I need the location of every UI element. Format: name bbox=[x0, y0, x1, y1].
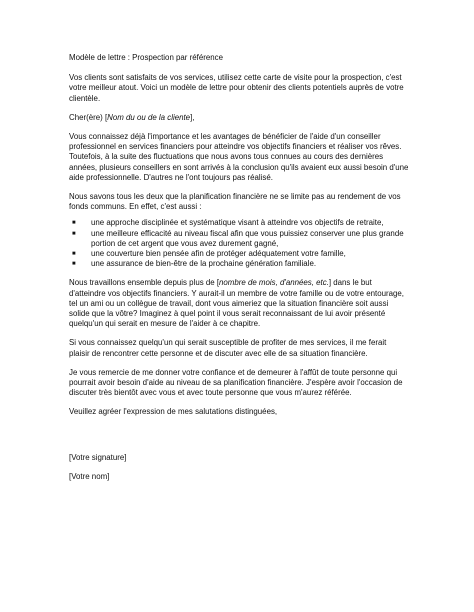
bullet-square-icon: ■ bbox=[72, 251, 76, 258]
bullet-square-icon: ■ bbox=[72, 230, 76, 237]
paragraph-referral-prefix: Nous travaillons ensemble depuis plus de [ bbox=[69, 278, 220, 288]
salutation-placeholder: Nom du ou de la cliente bbox=[107, 112, 191, 122]
list-item-text: une meilleure efficacité au niveau fiscal afin que vous puissiez conserver une plus grande portion de cet argent que vous avez durement gagné, bbox=[91, 228, 404, 248]
salutation bbox=[69, 113, 409, 123]
list-item bbox=[69, 229, 409, 249]
bullet-square-icon: ■ bbox=[72, 261, 76, 268]
paragraph-importance: Vous connaissez déjà l'importance et les avantages de bénéficier de l'aide d'un conseiller professionnel en services financiers pour atteindre vos objectifs financiers et réaliser vos rêves. Toutefois, à la suite des fluctuations que nous avons tous connues au cours des dernières années, plusieurs conseillers en sont arrivés à la conclusion qu'ils avaient eux aussi besoin d'une aide professionnelle. D'autres ne l'ont toujours pas réalisé. bbox=[69, 132, 409, 182]
paragraph-referral-suffix: ] dans le but d'atteindre vos objectifs financiers. Y aurait-il un membre de votre famille ou de votre entourage, tel un ami ou un collègue de travail, dont vous aimeriez que la situation financière soit aussi solide que la vôtre? Imaginez à quel point il vous serait reconnaissant de lui avoir présenté quelqu'un qui serait en mesure de l'aider à ce chapitre. bbox=[69, 278, 404, 329]
intro-paragraph: Vos clients sont satisfaits de vos services, utilisez cette carte de visite pour la prospection, c'est votre meilleur atout. Voici un modèle de lettre pour obtenir des clients potentiels auprès de votre clientèle. bbox=[69, 73, 404, 103]
paragraph-planning: Nous savons tous les deux que la planification financière ne se limite pas au rendement de vos fonds communs. En effet, c'est aussi : bbox=[69, 192, 401, 212]
benefits-list bbox=[69, 218, 409, 269]
paragraph-thanks: Je vous remercie de me donner votre confiance et de demeurer à l'affût de toute personne qui pourrait avoir besoin d'aide au niveau de sa planification financière. J'espère avoir l'occasion de discuter très bientôt avec vous et avec toute personne que vous m'aurez référée. bbox=[69, 367, 403, 398]
name-placeholder: [Votre nom] bbox=[69, 471, 110, 481]
list-item-text: une couverture bien pensée afin de protéger adéquatement votre famille, bbox=[91, 249, 346, 259]
letter-title: Modèle de lettre : Prospection par référence bbox=[69, 53, 223, 62]
closing-line: Veuillez agréer l'expression de mes salutations distinguées, bbox=[69, 407, 278, 417]
salutation-suffix: ], bbox=[190, 112, 195, 122]
paragraph-offer: Si vous connaissez quelqu'un qui serait susceptible de profiter de mes services, il me ferait plaisir de rencontrer cette personne et de discuter avec elle de sa situation financière. bbox=[69, 338, 387, 358]
list-item bbox=[69, 259, 409, 269]
list-item-text: une assurance de bien-être de la prochaine génération familiale. bbox=[91, 259, 317, 269]
paragraph-referral bbox=[69, 278, 409, 329]
list-item-text: une approche disciplinée et systématique visant à atteindre vos objectifs de retraite, bbox=[91, 218, 384, 228]
bullet-square-icon: ■ bbox=[72, 220, 76, 227]
list-item bbox=[69, 249, 409, 259]
list-item bbox=[69, 218, 409, 228]
signature-placeholder: [Votre signature] bbox=[69, 452, 127, 462]
signature-space bbox=[69, 427, 409, 453]
salutation-prefix: Cher(ère) [ bbox=[69, 112, 108, 122]
letter-body bbox=[69, 53, 409, 491]
duration-placeholder: nombre de mois, d'années, etc. bbox=[219, 278, 329, 288]
